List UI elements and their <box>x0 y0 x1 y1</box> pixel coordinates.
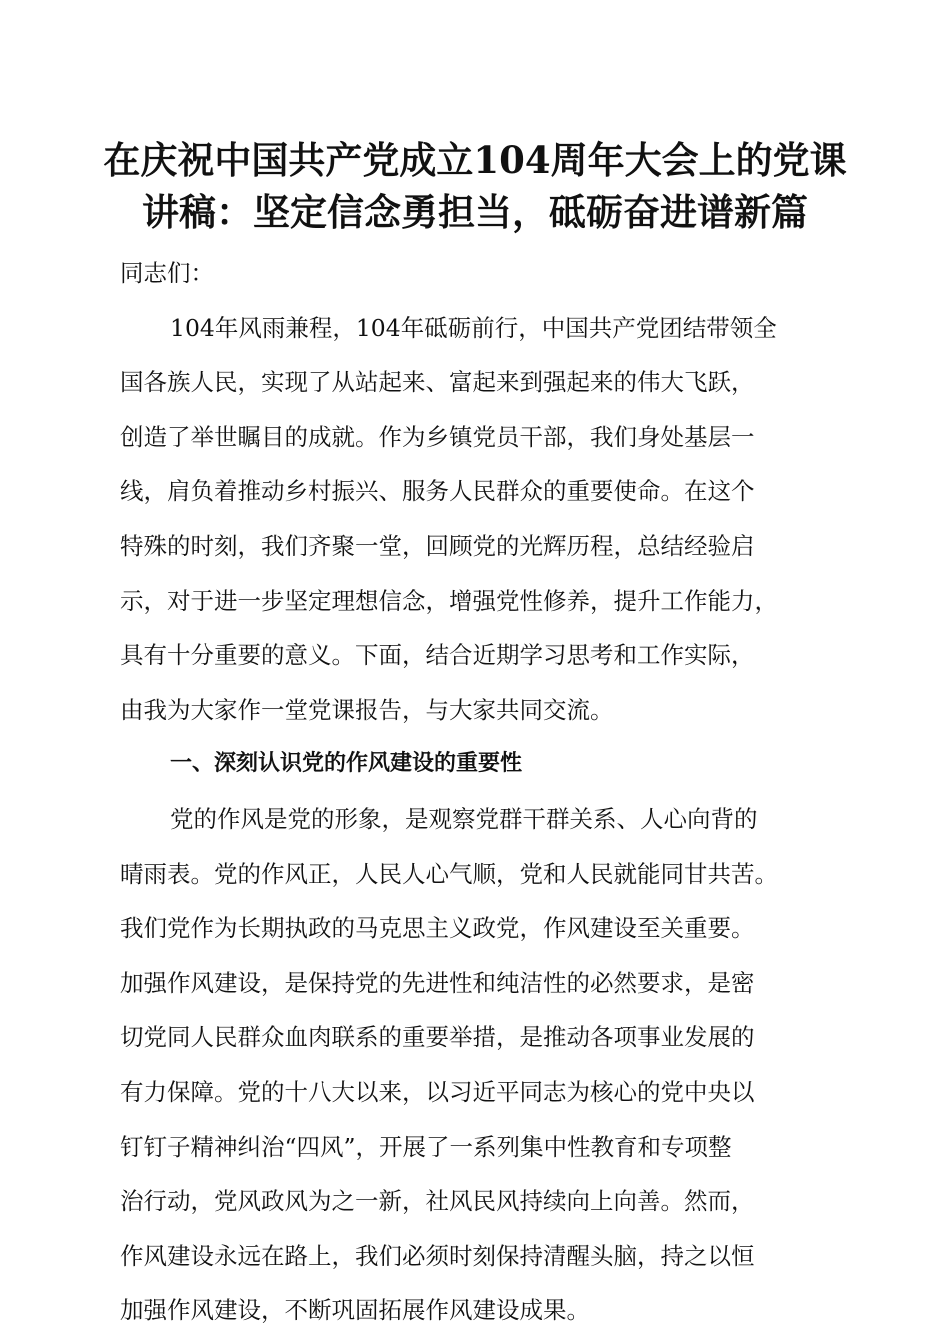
paragraph-line: 我们党作为长期执政的马克思主义政党，作风建设至关重要。 <box>120 914 755 943</box>
body-lines <box>120 301 834 1338</box>
title-line-2: 讲稿：坚定信念勇担当，砥砺奋进谱新篇 <box>142 190 808 234</box>
paragraph-line: 晴雨表。党的作风正，人民人心气顺，党和人民就能同甘共苦。 <box>120 859 778 888</box>
paragraph-line: 由我为大家作一堂党课报告，与大家共同交流。 <box>120 695 614 724</box>
paragraph-line: 治行动，党风政风为之一新，社风民风持续向上向善。然而， <box>120 1187 755 1216</box>
paragraph-line: 作风建设永远在路上，我们必须时刻保持清醒头脑，持之以恒 <box>120 1241 755 1270</box>
document-body <box>120 246 834 1338</box>
paragraph-line: 钉钉子精神纠治“四风”，开展了一系列集中性教育和专项整 <box>120 1132 732 1161</box>
paragraph-first-line: 党的作风是党的形象，是观察党群干群关系、人心向背的 <box>170 804 758 833</box>
paragraph-line: 加强作风建设，是保持党的先进性和纯洁性的必然要求，是密 <box>120 968 755 997</box>
paragraph-line: 线，肩负着推动乡村振兴、服务人民群众的重要使命。在这个 <box>120 477 755 506</box>
paragraph-line: 国各族人民，实现了从站起来、富起来到强起来的伟大飞跃， <box>120 368 755 397</box>
paragraph-first-line: 104年风雨兼程，104年砥砺前行，中国共产党团结带领全 <box>170 313 777 342</box>
paragraph-line: 示，对于进一步坚定理想信念，增强党性修养，提升工作能力， <box>120 586 778 615</box>
paragraph-line: 有力保障。党的十八大以来，以习近平同志为核心的党中央以 <box>120 1077 755 1106</box>
paragraph-line: 特殊的时刻，我们齐聚一堂，回顾党的光辉历程，总结经验启 <box>120 531 755 560</box>
paragraph-line: 加强作风建设，不断巩固拓展作风建设成果。 <box>120 1296 590 1325</box>
document-title <box>100 134 850 238</box>
salutation: 同志们： <box>120 259 214 287</box>
paragraph-line: 创造了举世瞩目的成就。作为乡镇党员干部，我们身处基层一 <box>120 422 755 451</box>
paragraph-line: 切党同人民群众血肉联系的重要举措，是推动各项事业发展的 <box>120 1023 755 1052</box>
title-line-1: 在庆祝中国共产党成立104周年大会上的党课 <box>103 138 847 182</box>
paragraph-line: 具有十分重要的意义。下面，结合近期学习思考和工作实际， <box>120 641 755 670</box>
section-heading: 一、深刻认识党的作风建设的重要性 <box>170 751 523 777</box>
